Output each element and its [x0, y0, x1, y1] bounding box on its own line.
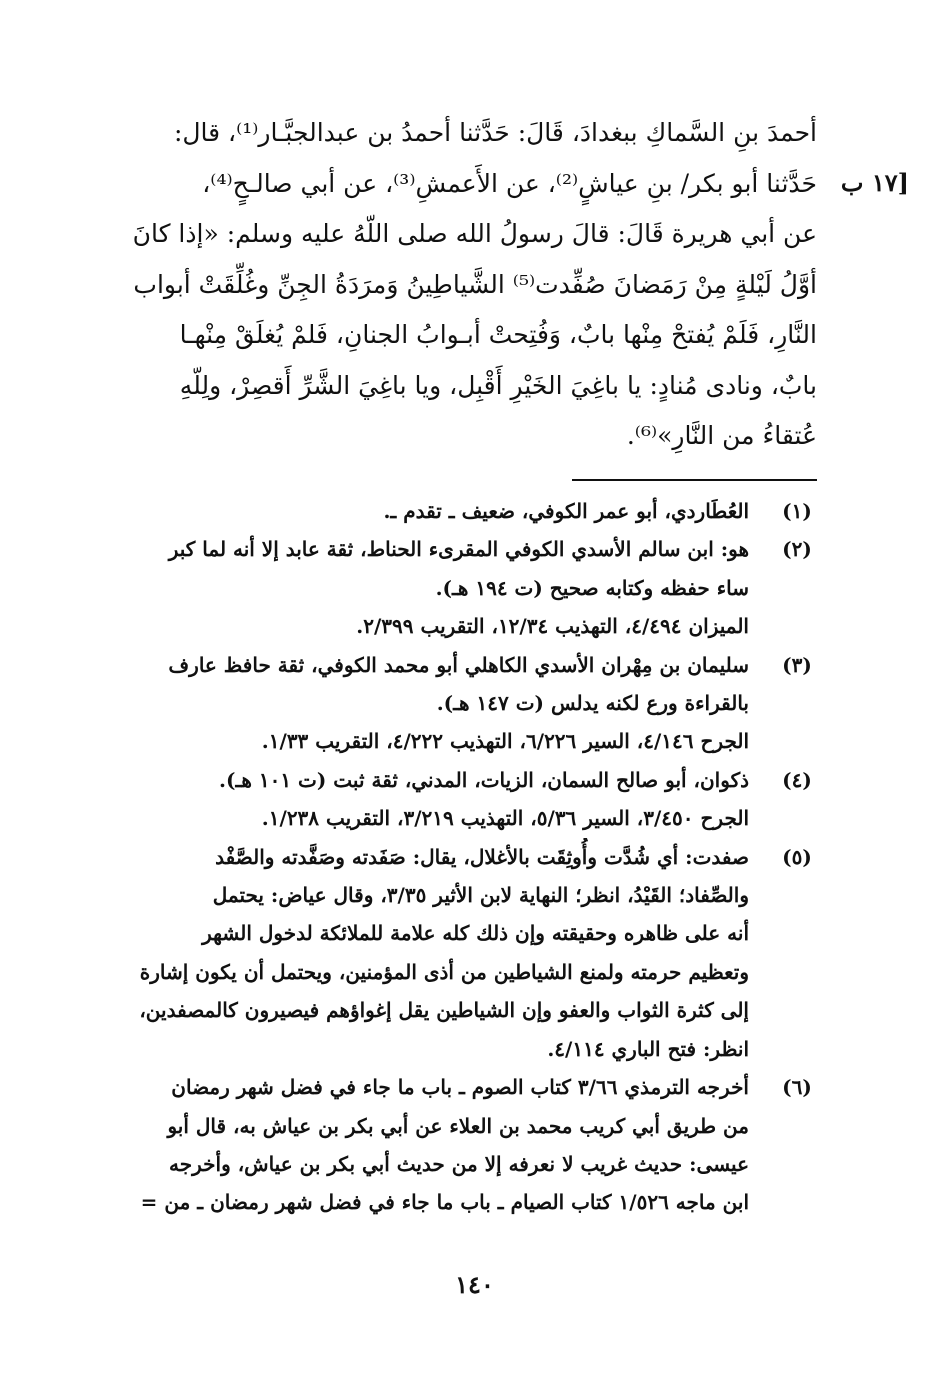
footnote-line: صفدت: أي شُدَّت وأُوثِقَت بالأغلال، يقال: صَفَدته وصَفَّدته والصَّفْد — [215, 844, 749, 869]
footnote-line: عيسى: حديث غريب لا نعرفه إلا من حديث أبي بكر بن عياش، وأخرجه — [169, 1151, 749, 1176]
page-number: ١٤٠ — [455, 1270, 494, 1299]
footnote-3 — [112, 646, 817, 761]
footnote-number: (٢) — [782, 537, 812, 562]
footnote-line: والصِّفاد؛ القَيْدُ، انظر؛ النهاية لابن الأثير ٣/٣٥، وقال عياض: يحتمل — [212, 883, 749, 908]
footnote-line: ساء حفظه وكتابه صحيح (ت ١٩٤ هـ). — [435, 575, 749, 600]
main-text-line: النَّارِ، فَلَمْ يُفتحْ مِنْها بابٌ، وَفُتِحتْ أبـوابُ الجنانِ، فَلمْ يُغلَقْ مِنْهـا — [179, 320, 817, 349]
footnote-line: العُطَاردي، أبو عمر الكوفي، ضعيف ـ تقدم ـ. — [383, 499, 749, 523]
footnote-number: (٦) — [782, 1075, 812, 1100]
footnote-line: الميزان ٤/٤٩٤، التهذيب ١٢/٣٤، التقريب ٢/٣٩٩. — [356, 614, 749, 639]
footnotes — [112, 492, 817, 1222]
footnote-line: إلى كثرة الثواب والعفو وإن الشياطين يقل إغواؤهم فيصيرون كالمصفدين، — [139, 998, 749, 1023]
main-text-line: بابٌ، ونادى مُنادٍ: يا باغِيَ الخَيْرِ أَقْبِل، ويا باغِيَ الشَّرِّ أَقصِرْ، ولِلّهِ — [179, 370, 817, 400]
footnote-number: (١) — [782, 499, 812, 523]
footnote-line: من طريق أبي كريب محمد بن العلاء عن أبي بكر بن عياش به، قال أبو — [167, 1113, 749, 1138]
footnote-line: انظر: فتح الباري ٤/١١٤. — [547, 1036, 749, 1061]
footnote-line: سليمان بن مِهْران الأسدي الكاهلي أبو محمد الكوفي، ثقة حافظ عارف — [168, 652, 749, 677]
main-text-line: أوَّلُ لَيْلةٍ مِنْ رَمَضانَ صُفِّدت⁽⁵⁾ الشَّياطِينُ وَمرَدَةُ الجِنِّ وغُلِّقَتْ أبواب — [133, 269, 817, 299]
footnote-5 — [112, 838, 817, 1068]
footnote-number: (٤) — [782, 767, 812, 792]
footnote-line: هو: ابن سالم الأسدي الكوفي المقرىء الحناط، ثقة عابد إلا أنه لما كبر — [168, 537, 749, 562]
main-text-line: عُتقاءُ من النَّارِ»⁽⁶⁾. — [626, 421, 817, 450]
footnote-line: ابن ماجه ١/٥٢٦ كتاب الصيام ـ باب ما جاء في فضل شهر رمضان ـ من = — [140, 1190, 749, 1215]
footnote-4 — [112, 761, 817, 838]
footnote-line: ذكوان، أبو صالح السمان، الزيات، المدني، ثقة ثبت (ت ١٠١ هـ). — [219, 767, 749, 792]
footnote-line: الجرح ٣/٤٥٠، السير ٥/٣٦، التهذيب ٣/٢١٩، التقريب ١/٢٣٨. — [261, 806, 749, 831]
main-text — [112, 108, 817, 462]
footnote-separator — [572, 479, 817, 481]
main-text-line: عن أبي هريرة قَالَ: قالَ رسولُ الله صلى اللّهُ عليه وسلم: «إذا كانَ — [132, 219, 817, 248]
footnote-line: بالقراءة ورع لكنه يدلس (ت ١٤٧ هـ). — [436, 691, 749, 716]
main-text-line: حَدَّثنا أبو بكر/ بنِ عياشٍ⁽²⁾، عن الأَعمشِ⁽³⁾، عن أبي صالـحٍ⁽⁴⁾، — [202, 168, 817, 198]
footnote-6 — [112, 1068, 817, 1222]
footnote-2 — [112, 530, 817, 645]
footnote-1 — [112, 492, 817, 530]
footnote-number: (٣) — [782, 652, 812, 677]
footnote-number: (٥) — [782, 844, 812, 869]
main-text-line: أحمدَ بنِ السَّماكِ ببغدادَ، قَالَ: حَدَّثنا أحمدُ بن عبدالجبَّـار⁽¹⁾، قال: — [173, 118, 817, 147]
footnote-line: وتعظيم حرمته ولمنع الشياطين من أذى المؤمنين، ويحتمل أن يكون إشارة — [139, 959, 749, 984]
footnote-line: أنه على ظاهره وحقيقته وإن ذلك كله علامة للملائكة لدخول الشهر — [202, 921, 749, 946]
folio-marker: [١٧ ب — [840, 168, 909, 197]
footnote-line: الجرح ٤/١٤٦، السير ٦/٢٢٦، التهذيب ٤/٢٢٢، التقريب ١/٣٣. — [261, 729, 749, 754]
footnote-line: أخرجه الترمذي ٣/٦٦ كتاب الصوم ـ باب ما جاء في فضل شهر رمضان — [171, 1075, 749, 1100]
